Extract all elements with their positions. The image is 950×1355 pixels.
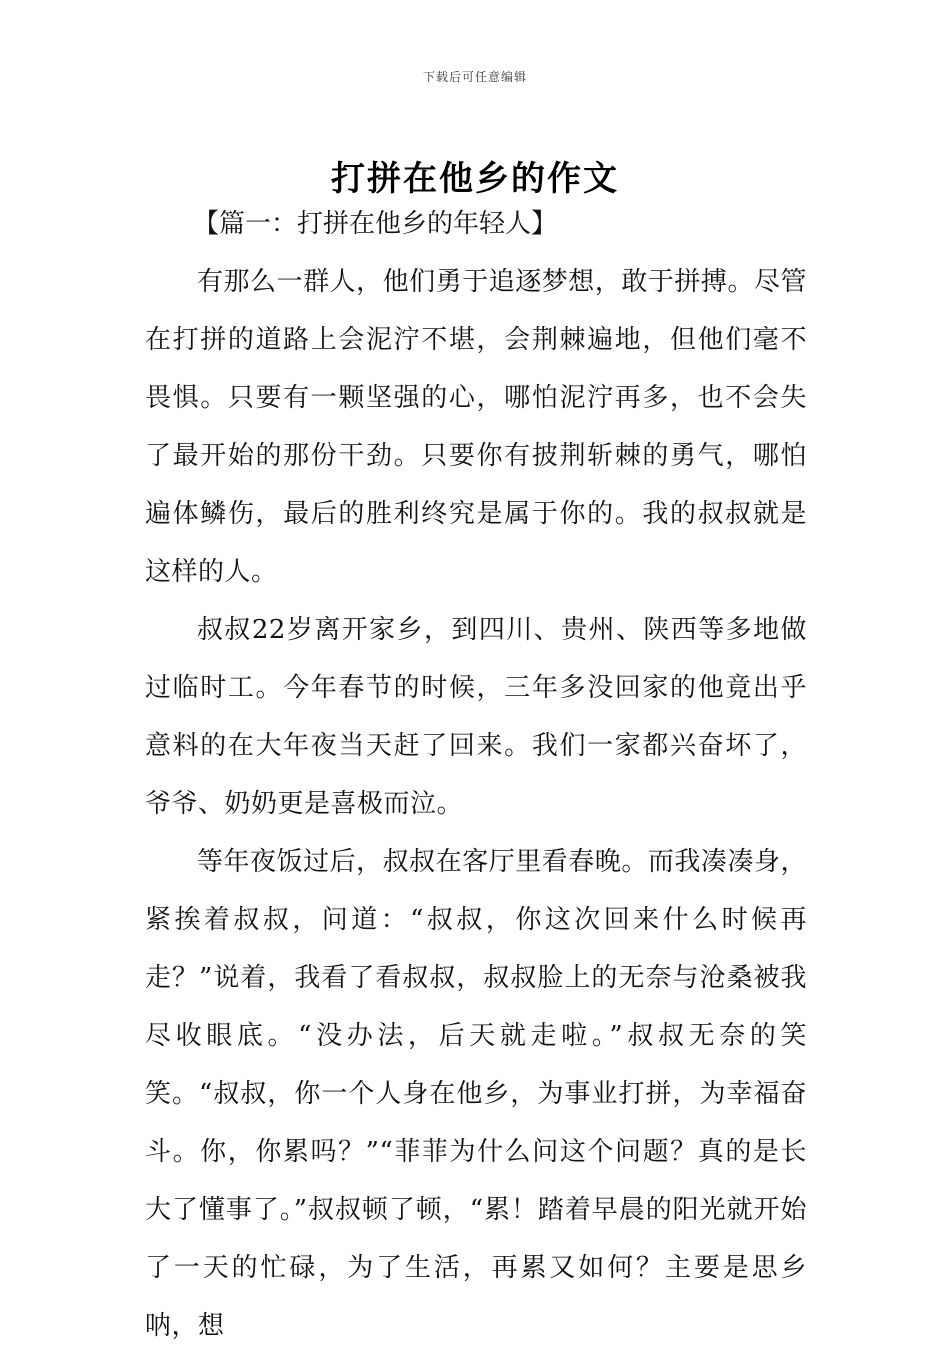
header-note: 下载后可任意编辑: [422, 70, 527, 84]
paragraph-1: 有那么一群人，他们勇于追逐梦想，敢于拼搏。尽管在打拼的道路上会泥泞不堪，会荆棘遍地，但他们毫不畏惧。只要有一颗坚强的心，哪怕泥泞再多，也不会失了最开始的那份干劲。只要你有披荆斩棘的勇气，哪怕遍体鳞伤，最后的胜利终究是属于你的。我的叔叔就是这样的人。: [145, 267, 807, 587]
section-heading: 【篇一：打拼在他乡的年轻人】: [193, 209, 558, 239]
paragraph-3: 等年夜饭过后，叔叔在客厅里看春晚。而我凑凑身，紧挨着叔叔，问道：“叔叔，你这次回来什么时候再走？”说着，我看了看叔叔，叔叔脸上的无奈与沧桑被我尽收眼底。“没办法，后天就走啦。”叔叔无奈的笑笑。“叔叔，你一个人身在他乡，为事业打拼，为幸福奋斗。你，你累吗？”“菲菲为什么问这个问题？真的是长大了懂事了。”叔叔顿了顿，“累！踏着早晨的阳光就开始了一天的忙碌，为了生活，再累又如何？主要是思乡呐，想: [145, 847, 807, 1341]
paragraph-2: 叔叔22岁离开家乡，到四川、贵州、陕西等多地做过临时工。今年春节的时候，三年多没回家的他竟出乎意料的在大年夜当天赶了回来。我们一家都兴奋坏了，爷爷、奶奶更是喜极而泣。: [145, 615, 807, 819]
document-title: 打拼在他乡的作文: [331, 158, 619, 199]
document-body: [145, 195, 807, 1355]
